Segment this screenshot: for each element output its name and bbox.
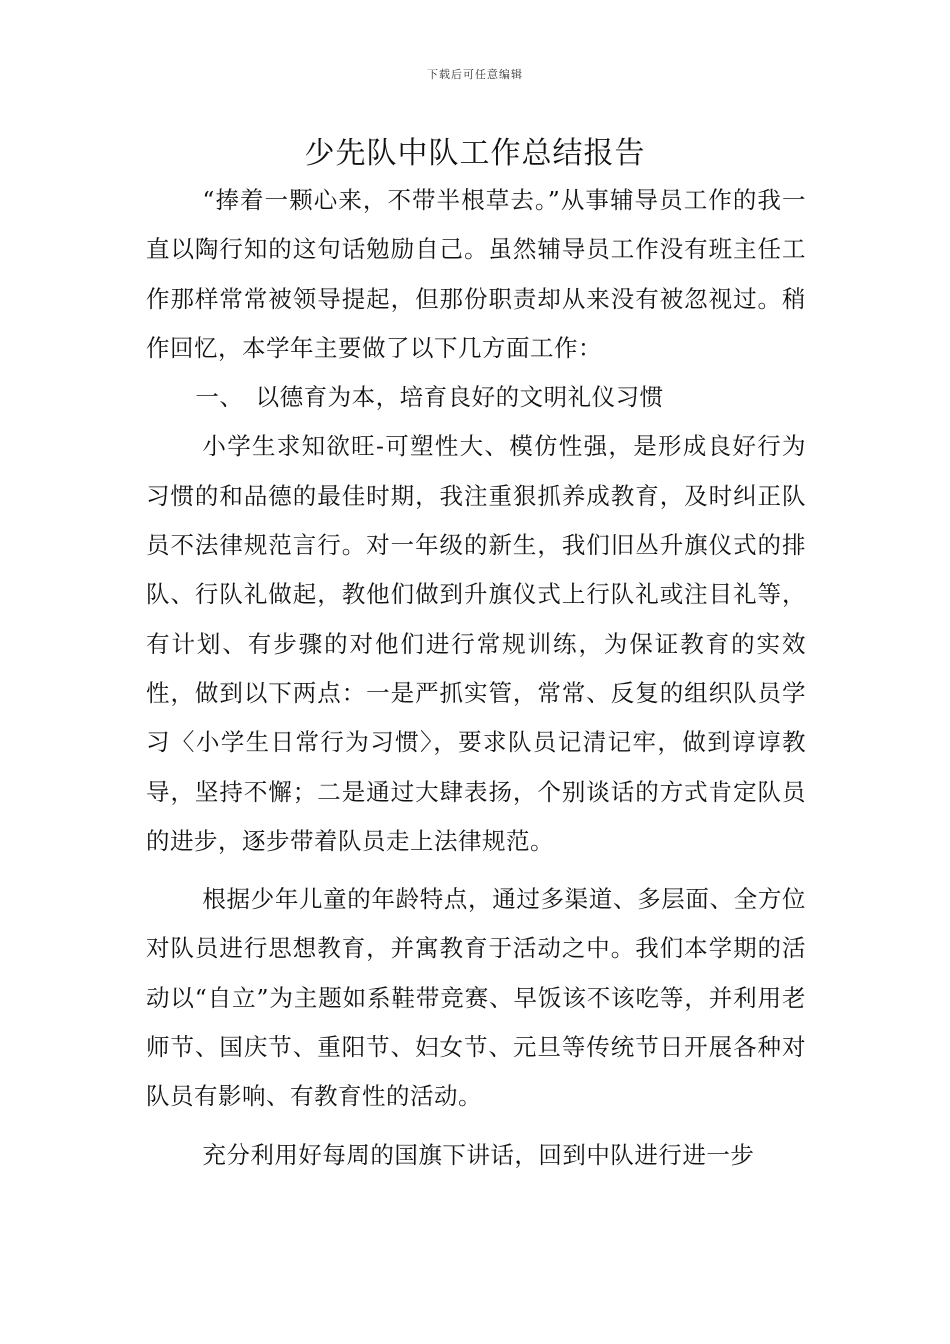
paragraph-flag-speech: 充分利用好每周的国旗下讲话，回到中队进行进一步 <box>202 1140 755 1169</box>
document-title: 少先队中队工作总结报告 <box>304 136 646 171</box>
paragraph-activities: 根据少年儿童的年龄特点，通过多渠道、多层面、全方位对队员进行思想教育，并寓教育于活动之中。我们本学期的活动以“自立”为主题如系鞋带竞赛、早饭该不该吃等，并利用老师节、国庆节、重阳节、妇女节、元旦等传统节日开展各种对队员有影响、有教育性的活动。 <box>146 885 806 1111</box>
paragraph-intro: “捧着一颗心来，不带半根草去。”从事辅导员工作的我一直以陶行知的这句话勉励自己。虽然辅导员工作没有班主任工作那样常常被领导提起，但那份职责却从来没有被忽视过。稍作回忆，本学年主要做了以下几方面工作： <box>146 186 806 362</box>
header-note: 下载后可任意编辑 <box>427 68 523 81</box>
document-body <box>146 176 806 1180</box>
paragraph-habits: 小学生求知欲旺-可塑性大、模仿性强，是形成良好行为习惯的和品德的最佳时期，我注重狠抓养成教育，及时纠正队员不法律规范言行。对一年级的新生，我们旧丛升旗仪式的排队、行队礼做起，教他们做到升旗仪式上行队礼或注目礼等，有计划、有步骤的对他们进行常规训练，为保证教育的实效性，做到以下两点：一是严抓实管，常常、反复的组织队员学习〈小学生日常行为习惯〉，要求队员记清记牢，做到谆谆教导，坚持不懈；二是通过大肆表扬，个别谈话的方式肯定队员的进步，逐步带着队员走上法律规范。 <box>146 432 806 855</box>
section-heading-1: 一、 以德育为本，培育良好的文明礼仪习惯 <box>195 383 664 412</box>
